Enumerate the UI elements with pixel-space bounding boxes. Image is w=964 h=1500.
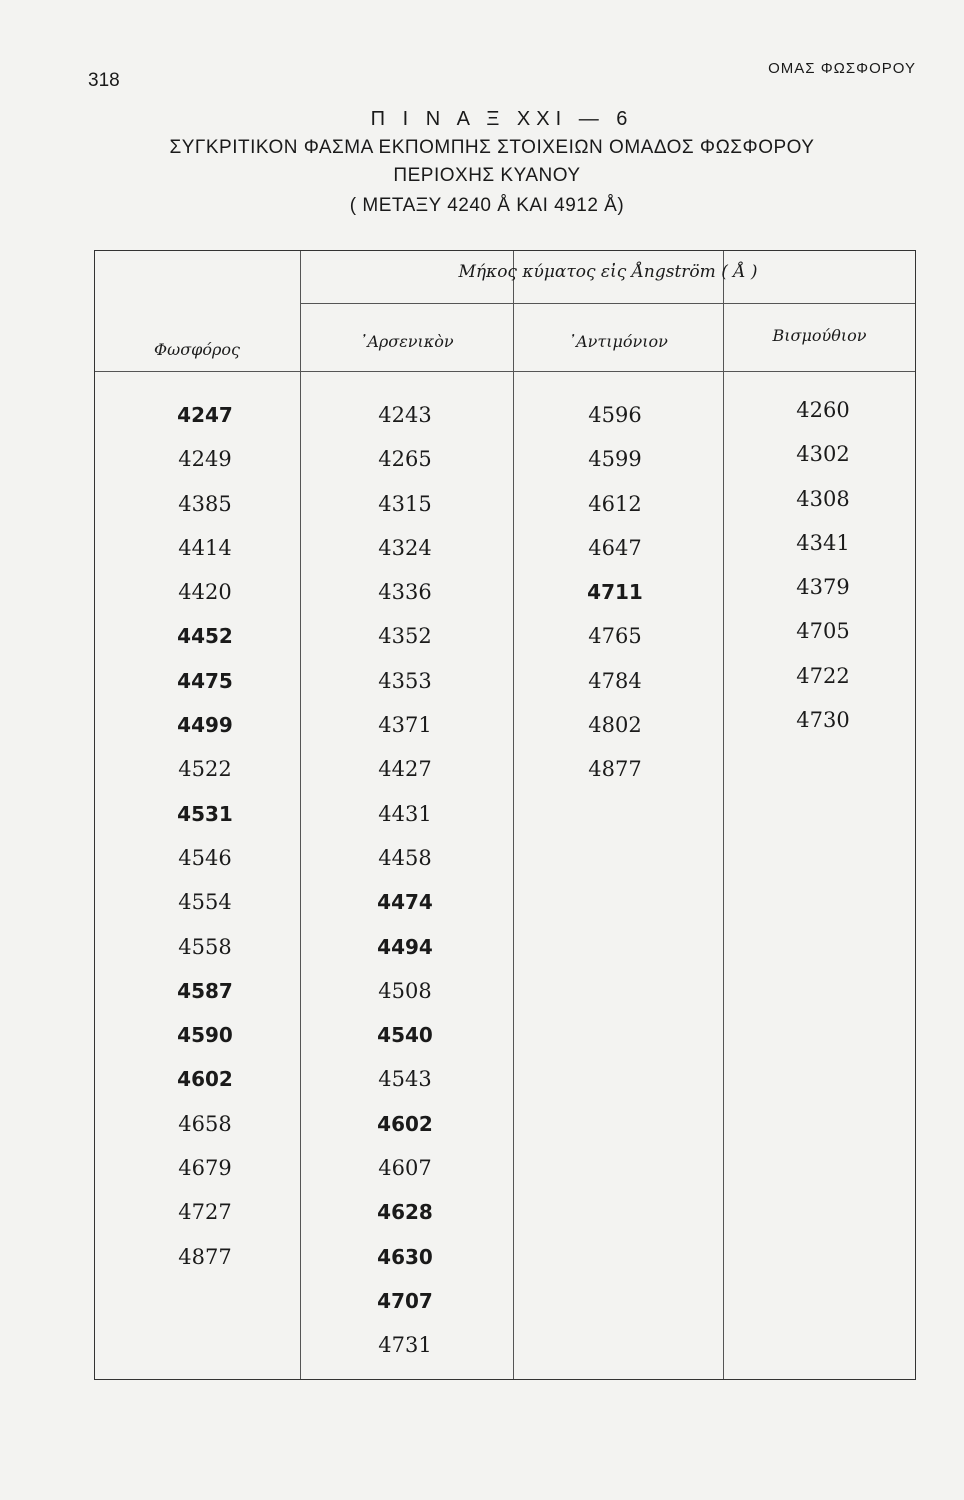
table-cell: 4705: [796, 619, 850, 644]
running-head: ΟΜΑΣ ΦΩΣΦΟΡΟΥ: [768, 60, 916, 77]
column-header-phosphorus: Φωσφόρος: [154, 340, 240, 359]
table-cell: 4722: [796, 663, 850, 688]
table-cell: 4414: [178, 535, 232, 560]
table-cell: 4260: [796, 398, 850, 422]
table-cell: 4730: [796, 708, 850, 733]
table-cell: 4679: [178, 1156, 232, 1181]
table-range: ( ΜΕΤΑΞΥ 4240 Å ΚΑΙ 4912 Å): [349, 195, 625, 216]
table-cell: 4308: [796, 486, 850, 511]
table-cell: 4315: [378, 491, 432, 516]
table-cell: 4458: [378, 845, 432, 870]
wavelength-span-header: Μήκος κύματος εἰς Ångström ( Å ): [458, 262, 758, 282]
table-cell: 4353: [378, 668, 432, 693]
table-cell: 4247: [177, 403, 233, 427]
table-cell: 4546: [178, 845, 232, 870]
table-cell: 4543: [378, 1067, 432, 1092]
table-cell: 4341: [796, 530, 850, 555]
arsenic-column: [345, 393, 465, 1368]
divider-3: [723, 251, 724, 1379]
phosphorus-column: [140, 393, 270, 1279]
table-number: Π Ι Ν Α Ξ XXI — 6: [370, 108, 634, 130]
table-cell: 4336: [378, 580, 432, 605]
table-cell: 4265: [378, 447, 432, 472]
table-cell: 4628: [377, 1200, 433, 1225]
table-cell: 4431: [378, 801, 432, 826]
table-cell: 4494: [377, 934, 433, 959]
table-cell: 4599: [588, 447, 642, 472]
table-cell: 4602: [177, 1067, 233, 1092]
table-cell: 4612: [588, 491, 642, 516]
column-header-arsenic: ᾽Αρσενικὸν: [359, 332, 454, 351]
divider-1: [300, 251, 301, 1379]
table-cell: 4475: [177, 668, 233, 693]
table-cell: 4727: [178, 1200, 232, 1225]
table-cell: 4522: [178, 757, 232, 782]
table-cell: 4554: [178, 890, 232, 915]
table-cell: 4658: [178, 1111, 232, 1136]
table-cell: 4499: [177, 713, 233, 738]
table-cell: 4647: [588, 535, 642, 560]
table-cell: 4531: [177, 801, 233, 826]
table-cell: 4707: [377, 1288, 433, 1313]
table-cell: 4731: [378, 1333, 432, 1358]
column-header-antimony: ᾽Αντιμόνιον: [568, 332, 668, 351]
table-cell: 4711: [587, 580, 643, 605]
table-cell: 4540: [377, 1023, 433, 1048]
column-header-bismuth: Βισμούθιον: [772, 326, 867, 345]
table-cell: 4602: [377, 1111, 433, 1136]
table-cell: 4452: [177, 624, 233, 649]
table-cell: 4630: [377, 1244, 433, 1269]
table-cell: 4877: [588, 757, 642, 782]
table-cell: 4508: [378, 978, 432, 1003]
table-cell: 4587: [177, 978, 233, 1003]
table-cell: 4596: [588, 403, 642, 427]
header-underline: [95, 371, 915, 372]
table-cell: 4802: [588, 713, 642, 738]
table-cell: 4385: [178, 491, 232, 516]
antimony-column: [555, 393, 675, 792]
page-number: 318: [88, 70, 120, 91]
table-cell: 4765: [588, 624, 642, 649]
divider-2: [513, 251, 514, 1379]
table-cell: 4607: [378, 1156, 432, 1181]
table-cell: 4877: [178, 1244, 232, 1269]
table-cell: 4784: [588, 668, 642, 693]
table-cell: 4420: [178, 580, 232, 605]
table-cell: 4474: [377, 890, 433, 915]
table-cell: 4558: [178, 934, 232, 959]
table-cell: 4371: [378, 713, 432, 738]
table-cell: 4249: [178, 447, 232, 472]
table-subtitle: ΠΕΡΙΟΧΗΣ ΚΥΑΝΟΥ: [393, 165, 581, 186]
table-cell: 4352: [378, 624, 432, 649]
table-cell: 4590: [177, 1023, 233, 1048]
table-cell: 4427: [378, 757, 432, 782]
table-cell: 4324: [378, 535, 432, 560]
bismuth-column: [763, 388, 883, 742]
table-title: ΣΥΓΚΡΙΤΙΚΟΝ ΦΑΣΜΑ ΕΚΠΟΜΠΗΣ ΣΤΟΙΧΕΙΩΝ ΟΜΑΔΟΣ ΦΩΣΦΟΡΟΥ: [169, 137, 815, 158]
table-cell: 4379: [796, 575, 850, 600]
table-cell: 4302: [796, 442, 850, 467]
span-underline: [300, 303, 915, 304]
table-cell: 4243: [378, 403, 432, 427]
table-titles: [0, 108, 964, 217]
